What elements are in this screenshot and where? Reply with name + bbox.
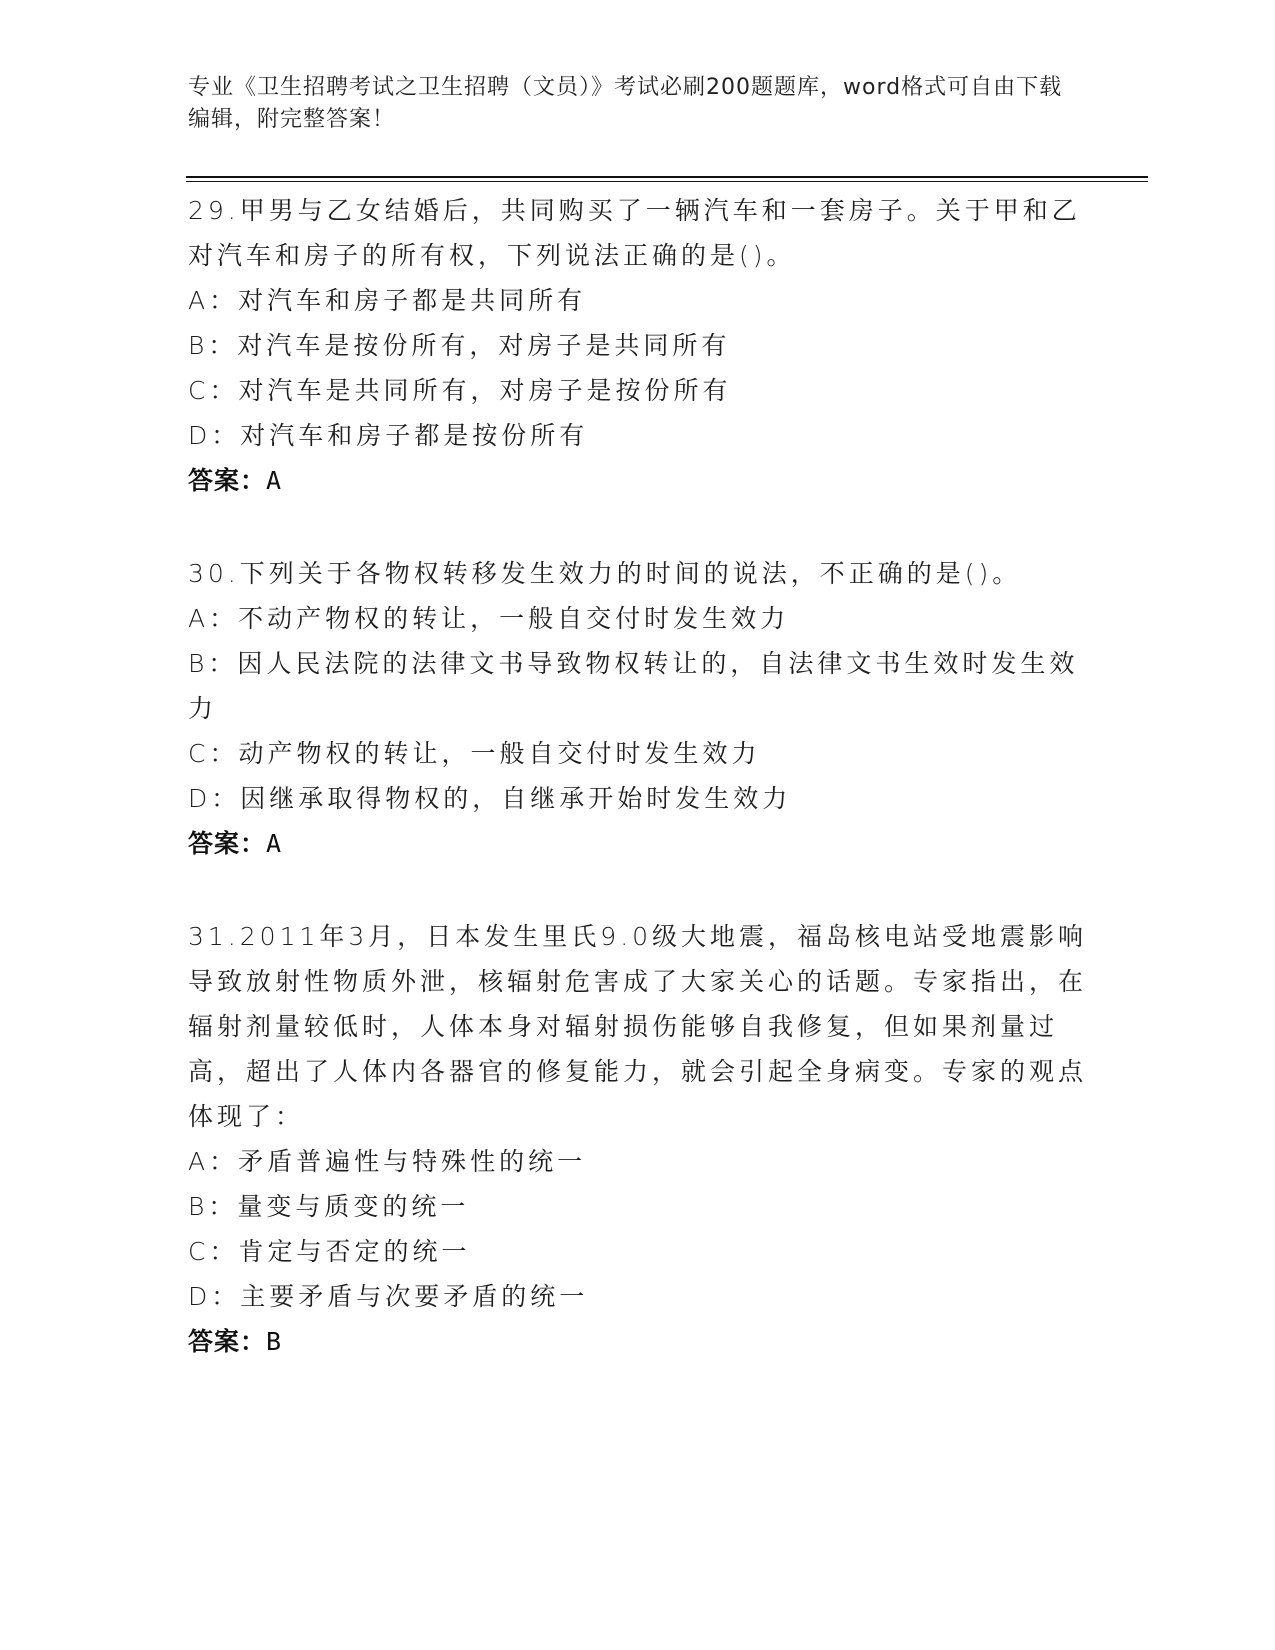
option-c: C：对汽车是共同所有，对房子是按份所有	[188, 376, 732, 405]
answer-value: A	[266, 466, 283, 495]
question-list	[188, 188, 1088, 1412]
option-b: B：对汽车是按份所有，对房子是共同所有	[188, 331, 731, 360]
answer-line	[188, 821, 1088, 866]
answer-line	[188, 458, 1088, 503]
option-a: A：不动产物权的转让，一般自交付时发生效力	[188, 604, 790, 633]
header-divider	[186, 176, 1148, 182]
option-d: D：因继承取得物权的，自继承开始时发生效力	[188, 784, 792, 813]
question-29	[188, 188, 1088, 503]
option-b: B：因人民法院的法律文书导致物权转让的，自法律文书生效时发生效力	[188, 649, 1079, 723]
question-31	[188, 914, 1088, 1364]
question-text: 31.2011年3月，日本发生里氏9.0级大地震，福岛核电站受地震影响导致放射性物质外泄，核辐射危害成了大家关心的话题。专家指出，在辐射剂量较低时，人体本身对辐射损伤能够自我修复，但如果剂量过高，超出了人体内各器官的修复能力，就会引起全身病变。专家的观点体现了：	[188, 922, 1088, 1131]
option-a: A：对汽车和房子都是共同所有	[188, 286, 587, 315]
answer-label: 答案：	[188, 1327, 267, 1356]
document-header: 专业《卫生招聘考试之卫生招聘（文员）》考试必刷200题题库，word格式可自由下载编辑，附完整答案！	[188, 75, 1063, 132]
answer-label: 答案：	[188, 466, 267, 495]
answer-value: B	[266, 1327, 283, 1356]
answer-value: A	[266, 829, 283, 858]
option-b: B：量变与质变的统一	[188, 1192, 470, 1221]
answer-label: 答案：	[188, 829, 267, 858]
question-text: 30.下列关于各物权转移发生效力的时间的说法，不正确的是()。	[188, 559, 1022, 588]
option-a: A：矛盾普遍性与特殊性的统一	[188, 1147, 587, 1176]
question-text: 29.甲男与乙女结婚后，共同购买了一辆汽车和一套房子。关于甲和乙对汽车和房子的所有权，下列说法正确的是()。	[188, 196, 1081, 270]
option-c: C：动产物权的转让，一般自交付时发生效力	[188, 739, 761, 768]
option-d: D：对汽车和房子都是按份所有	[188, 421, 589, 450]
option-d: D：主要矛盾与次要矛盾的统一	[188, 1282, 589, 1311]
option-c: C：肯定与否定的统一	[188, 1237, 471, 1266]
answer-line	[188, 1319, 1088, 1364]
question-30	[188, 551, 1088, 866]
